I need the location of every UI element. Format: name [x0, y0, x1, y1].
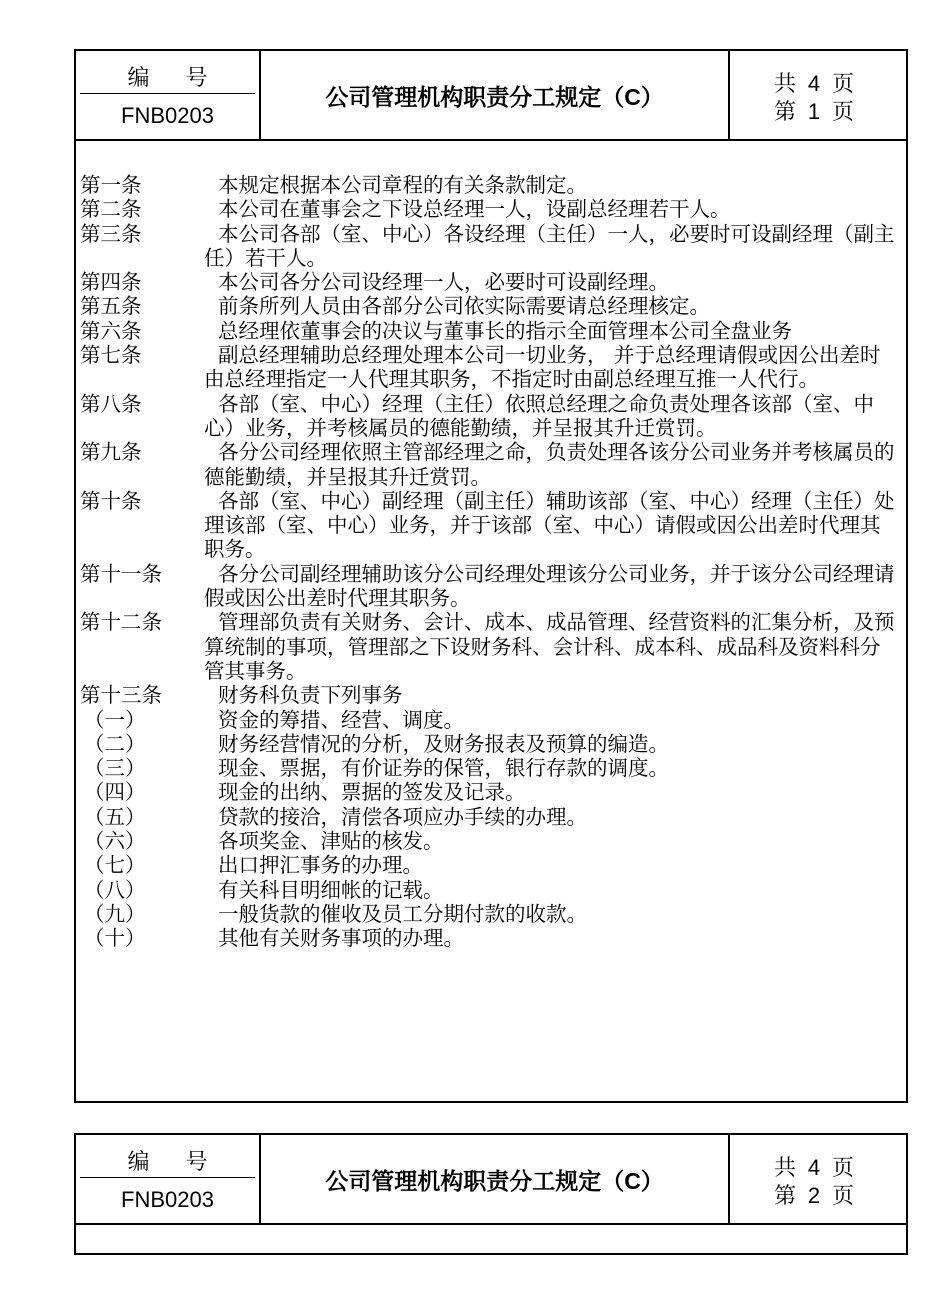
- article-label: 第五条: [80, 294, 142, 319]
- item-label: （四）: [84, 780, 146, 805]
- article: [80, 294, 900, 318]
- article-label: 第二条: [80, 197, 142, 222]
- code-cell: [76, 51, 261, 139]
- total-prefix: 共: [774, 1156, 797, 1181]
- list-item: [80, 829, 900, 853]
- item-text: 各项奖金、津贴的核发。: [218, 829, 444, 854]
- article-text: 本公司在董事会之下设总经理一人，设副总经理若干人。: [218, 197, 731, 222]
- code-cell: [76, 1135, 261, 1223]
- document-page-2: [74, 1133, 908, 1255]
- article-label: 第七条: [80, 343, 142, 368]
- code-label: 编号: [127, 66, 244, 91]
- article: [80, 392, 900, 441]
- document-code: FNB0203: [121, 1187, 214, 1212]
- list-item: [80, 708, 900, 732]
- total-pages: 4: [807, 71, 821, 96]
- item-text: 有关科目明细帐的记载。: [218, 877, 444, 902]
- article-label: 第十一条: [80, 561, 162, 586]
- list-item: [80, 926, 900, 950]
- article-label: 第四条: [80, 270, 142, 295]
- item-label: （九）: [84, 901, 146, 926]
- item-label: （二）: [84, 731, 146, 756]
- page-count-cell: [730, 51, 906, 139]
- list-item: [80, 756, 900, 780]
- article-text: 本公司各部（室、中心）各设经理（主任）一人，必要时可设副经理（副主任）若干人。: [204, 221, 895, 270]
- article-label: 第一条: [80, 173, 142, 197]
- article: [80, 197, 900, 221]
- page-suffix: 页: [832, 1184, 855, 1209]
- article: [80, 270, 900, 294]
- article-text: 各部（室、中心）经理（主任）依照总经理之命负责处理各该部（室、中心）业务，并考核属员的德能勤绩，并呈报其升迁赏罚。: [204, 391, 874, 440]
- document-body: [80, 173, 900, 951]
- current-page-row: [774, 1179, 854, 1210]
- article-text: 前条所列人员由各部分公司依实际需要请总经理核定。: [218, 294, 710, 319]
- code-label: 编号: [127, 1150, 244, 1175]
- article-label: 第九条: [80, 440, 142, 465]
- item-label: （一）: [84, 707, 146, 732]
- item-text: 贷款的接洽，清偿各项应办手续的办理。: [218, 804, 587, 829]
- page-count-cell: [730, 1135, 906, 1223]
- item-label: （十）: [84, 926, 146, 951]
- current-prefix: 第: [774, 1184, 797, 1209]
- list-item: [80, 902, 900, 926]
- article: [80, 173, 900, 197]
- page-suffix: 页: [832, 72, 855, 97]
- article-text: 财务科负责下列事务: [218, 683, 403, 708]
- page-suffix: 页: [832, 100, 855, 125]
- item-text: 资金的筹措、经营、调度。: [218, 707, 464, 732]
- article-text: 各分公司经理依照主管部经理之命，负责处理各该分公司业务并考核属员的德能勤绩，并呈报其升迁赏罚。: [204, 440, 895, 489]
- current-page: 2: [807, 1183, 821, 1208]
- list-item: [80, 805, 900, 829]
- article: [80, 222, 900, 271]
- article-text: 本公司各分公司设经理一人，必要时可设副经理。: [218, 270, 669, 295]
- article-label: 第十三条: [80, 683, 162, 708]
- article: [80, 319, 900, 343]
- document-page-1: [74, 49, 908, 1103]
- article-label: 第十条: [80, 488, 142, 513]
- list-item: [80, 878, 900, 902]
- article: [80, 683, 900, 707]
- article-text: 各分公司副经理辅助该分公司经理处理该分公司业务，并于该分公司经理请假或因公出差时代理其职务。: [204, 561, 895, 611]
- document-title: 公司管理机构职责分工规定（C）: [261, 51, 730, 139]
- total-prefix: 共: [774, 72, 797, 97]
- article-label: 第三条: [80, 221, 142, 246]
- page-header: [76, 51, 906, 141]
- article-label: 第十二条: [80, 610, 162, 635]
- article-text: 本规定根据本公司章程的有关条款制定。: [218, 173, 587, 197]
- page-header: [76, 1135, 906, 1225]
- total-pages-row: [774, 67, 854, 98]
- item-label: （五）: [84, 804, 146, 829]
- list-item: [80, 732, 900, 756]
- article: [80, 610, 900, 683]
- total-pages-row: [774, 1151, 854, 1182]
- list-item: [80, 780, 900, 804]
- document-code: FNB0203: [121, 103, 214, 128]
- item-label: （八）: [84, 877, 146, 902]
- document-title: 公司管理机构职责分工规定（C）: [261, 1135, 730, 1223]
- list-item: [80, 853, 900, 877]
- article: [80, 562, 900, 611]
- item-text: 出口押汇事务的办理。: [218, 853, 423, 878]
- article-text: 管理部负责有关财务、会计、成本、成品管理、经营资料的汇集分析，及预算统制的事项，管理部之下设财务科、会计科、成本科、成品科及资料科分管其事务。: [204, 610, 895, 683]
- item-text: 一般货款的催收及员工分期付款的收款。: [218, 901, 587, 926]
- item-text: 其他有关财务事项的办理。: [218, 926, 464, 951]
- item-label: （七）: [84, 853, 146, 878]
- current-page: 1: [807, 99, 821, 124]
- item-label: （六）: [84, 829, 146, 854]
- item-text: 财务经营情况的分析，及财务报表及预算的编造。: [218, 731, 669, 756]
- article-label: 第八条: [80, 391, 142, 416]
- current-page-row: [774, 95, 854, 126]
- current-prefix: 第: [774, 100, 797, 125]
- article-text: 副总经理辅助总经理处理本公司一切业务， 并于总经理请假或因公出差时由总经理指定一人代理其职务，不指定时由副总经理互推一人代行。: [204, 343, 881, 392]
- item-label: （三）: [84, 756, 146, 781]
- item-text: 现金、票据，有价证券的保管，银行存款的调度。: [218, 756, 669, 781]
- page-suffix: 页: [832, 1156, 855, 1181]
- code-divider: [80, 93, 255, 94]
- article-label: 第六条: [80, 318, 142, 343]
- article: [80, 440, 900, 489]
- article-text: 总经理依董事会的决议与董事长的指示全面管理本公司全盘业务: [218, 318, 792, 343]
- article: [80, 343, 900, 392]
- item-text: 现金的出纳、票据的签发及记录。: [218, 780, 526, 805]
- article-text: 各部（室、中心）副经理（副主任）辅助该部（室、中心）经理（主任）处理该部（室、中心）业务，并于该部（室、中心）请假或因公出差时代理其职务。: [204, 488, 895, 562]
- code-divider: [80, 1177, 255, 1178]
- total-pages: 4: [807, 1155, 821, 1180]
- article: [80, 489, 900, 562]
